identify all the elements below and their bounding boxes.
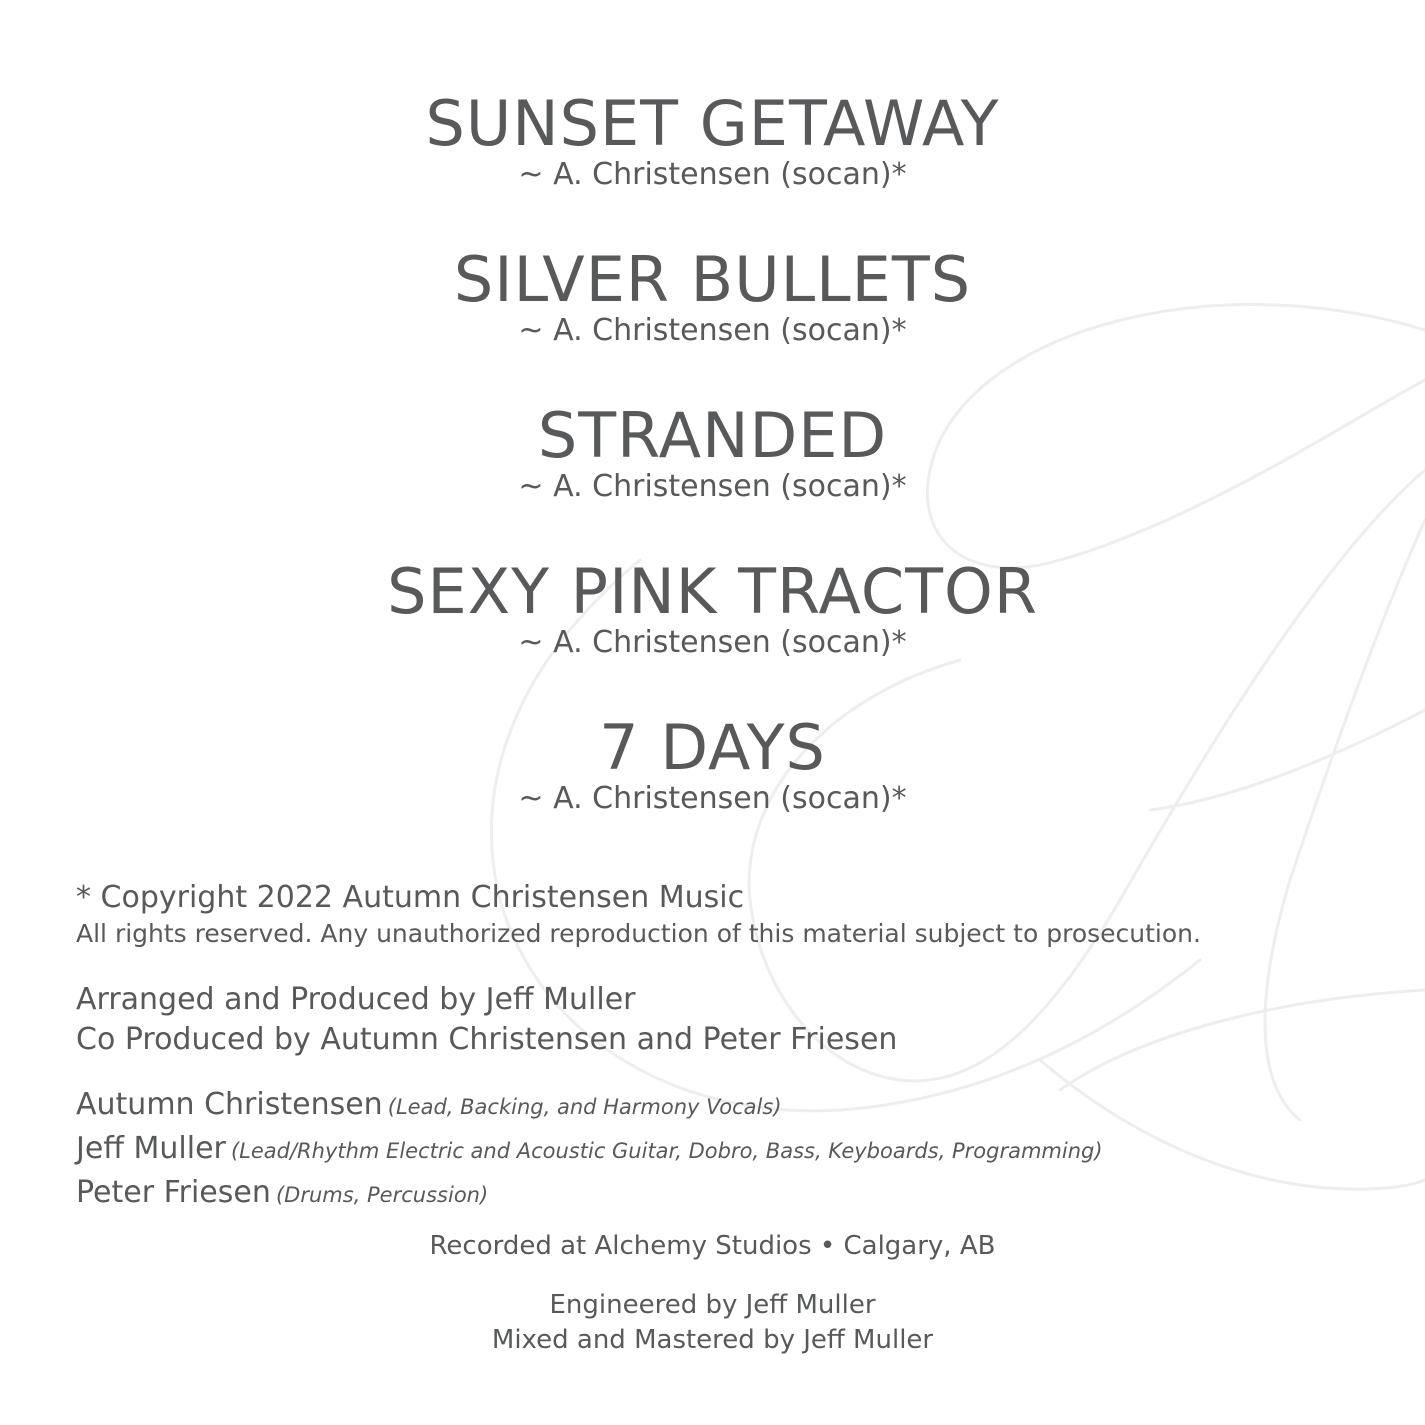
musician-role: (Drums, Percussion) — [275, 1183, 489, 1207]
copyright-notice — [76, 878, 1366, 950]
musician-name: Autumn Christensen — [76, 1087, 383, 1122]
track-title: 7 DAYS — [599, 711, 826, 784]
track-songwriter-credit: ~ A. Christensen (socan)* — [518, 781, 907, 816]
personnel-list — [76, 1085, 1366, 1217]
production-credits — [76, 980, 1366, 1060]
track-songwriter-credit: ~ A. Christensen (socan)* — [518, 313, 907, 348]
track-entry — [0, 86, 1425, 242]
personnel-row — [76, 1129, 1366, 1173]
personnel-row — [76, 1173, 1366, 1217]
personnel-row — [76, 1085, 1366, 1129]
copyright-line: * Copyright 2022 Autumn Christensen Music — [76, 880, 745, 915]
rights-reserved-line: All rights reserved. Any unauthorized reproduction of this material subject to prosecution. — [76, 919, 1201, 948]
mixed-mastered-credit: Mixed and Mastered by Jeff Muller — [491, 1325, 934, 1355]
track-entry — [0, 554, 1425, 710]
arranged-produced-credit: Arranged and Produced by Jeff Muller — [76, 982, 636, 1017]
musician-name: Jeff Muller — [76, 1131, 226, 1166]
track-title: SEXY PINK TRACTOR — [387, 555, 1038, 628]
track-songwriter-credit: ~ A. Christensen (socan)* — [518, 625, 907, 660]
co-produced-credit: Co Produced by Autumn Christensen and Peter Friesen — [76, 1022, 898, 1057]
track-songwriter-credit: ~ A. Christensen (socan)* — [518, 469, 907, 504]
musician-name: Peter Friesen — [76, 1175, 271, 1210]
track-entry — [0, 398, 1425, 554]
track-title: STRANDED — [537, 399, 888, 472]
track-title: SUNSET GETAWAY — [425, 87, 1000, 160]
recording-location: Recorded at Alchemy Studios • Calgary, AB — [429, 1231, 996, 1261]
track-title: SILVER BULLETS — [453, 243, 972, 316]
track-songwriter-credit: ~ A. Christensen (socan)* — [518, 157, 907, 192]
track-entry — [0, 242, 1425, 398]
musician-role: (Lead/Rhythm Electric and Acoustic Guitar, Dobro, Bass, Keyboards, Programming) — [230, 1139, 1103, 1163]
track-list — [0, 86, 1425, 866]
engineered-credit: Engineered by Jeff Muller — [549, 1290, 876, 1320]
musician-role: (Lead, Backing, and Harmony Vocals) — [387, 1095, 782, 1119]
engineering-credits — [0, 1288, 1425, 1358]
track-entry — [0, 710, 1425, 866]
